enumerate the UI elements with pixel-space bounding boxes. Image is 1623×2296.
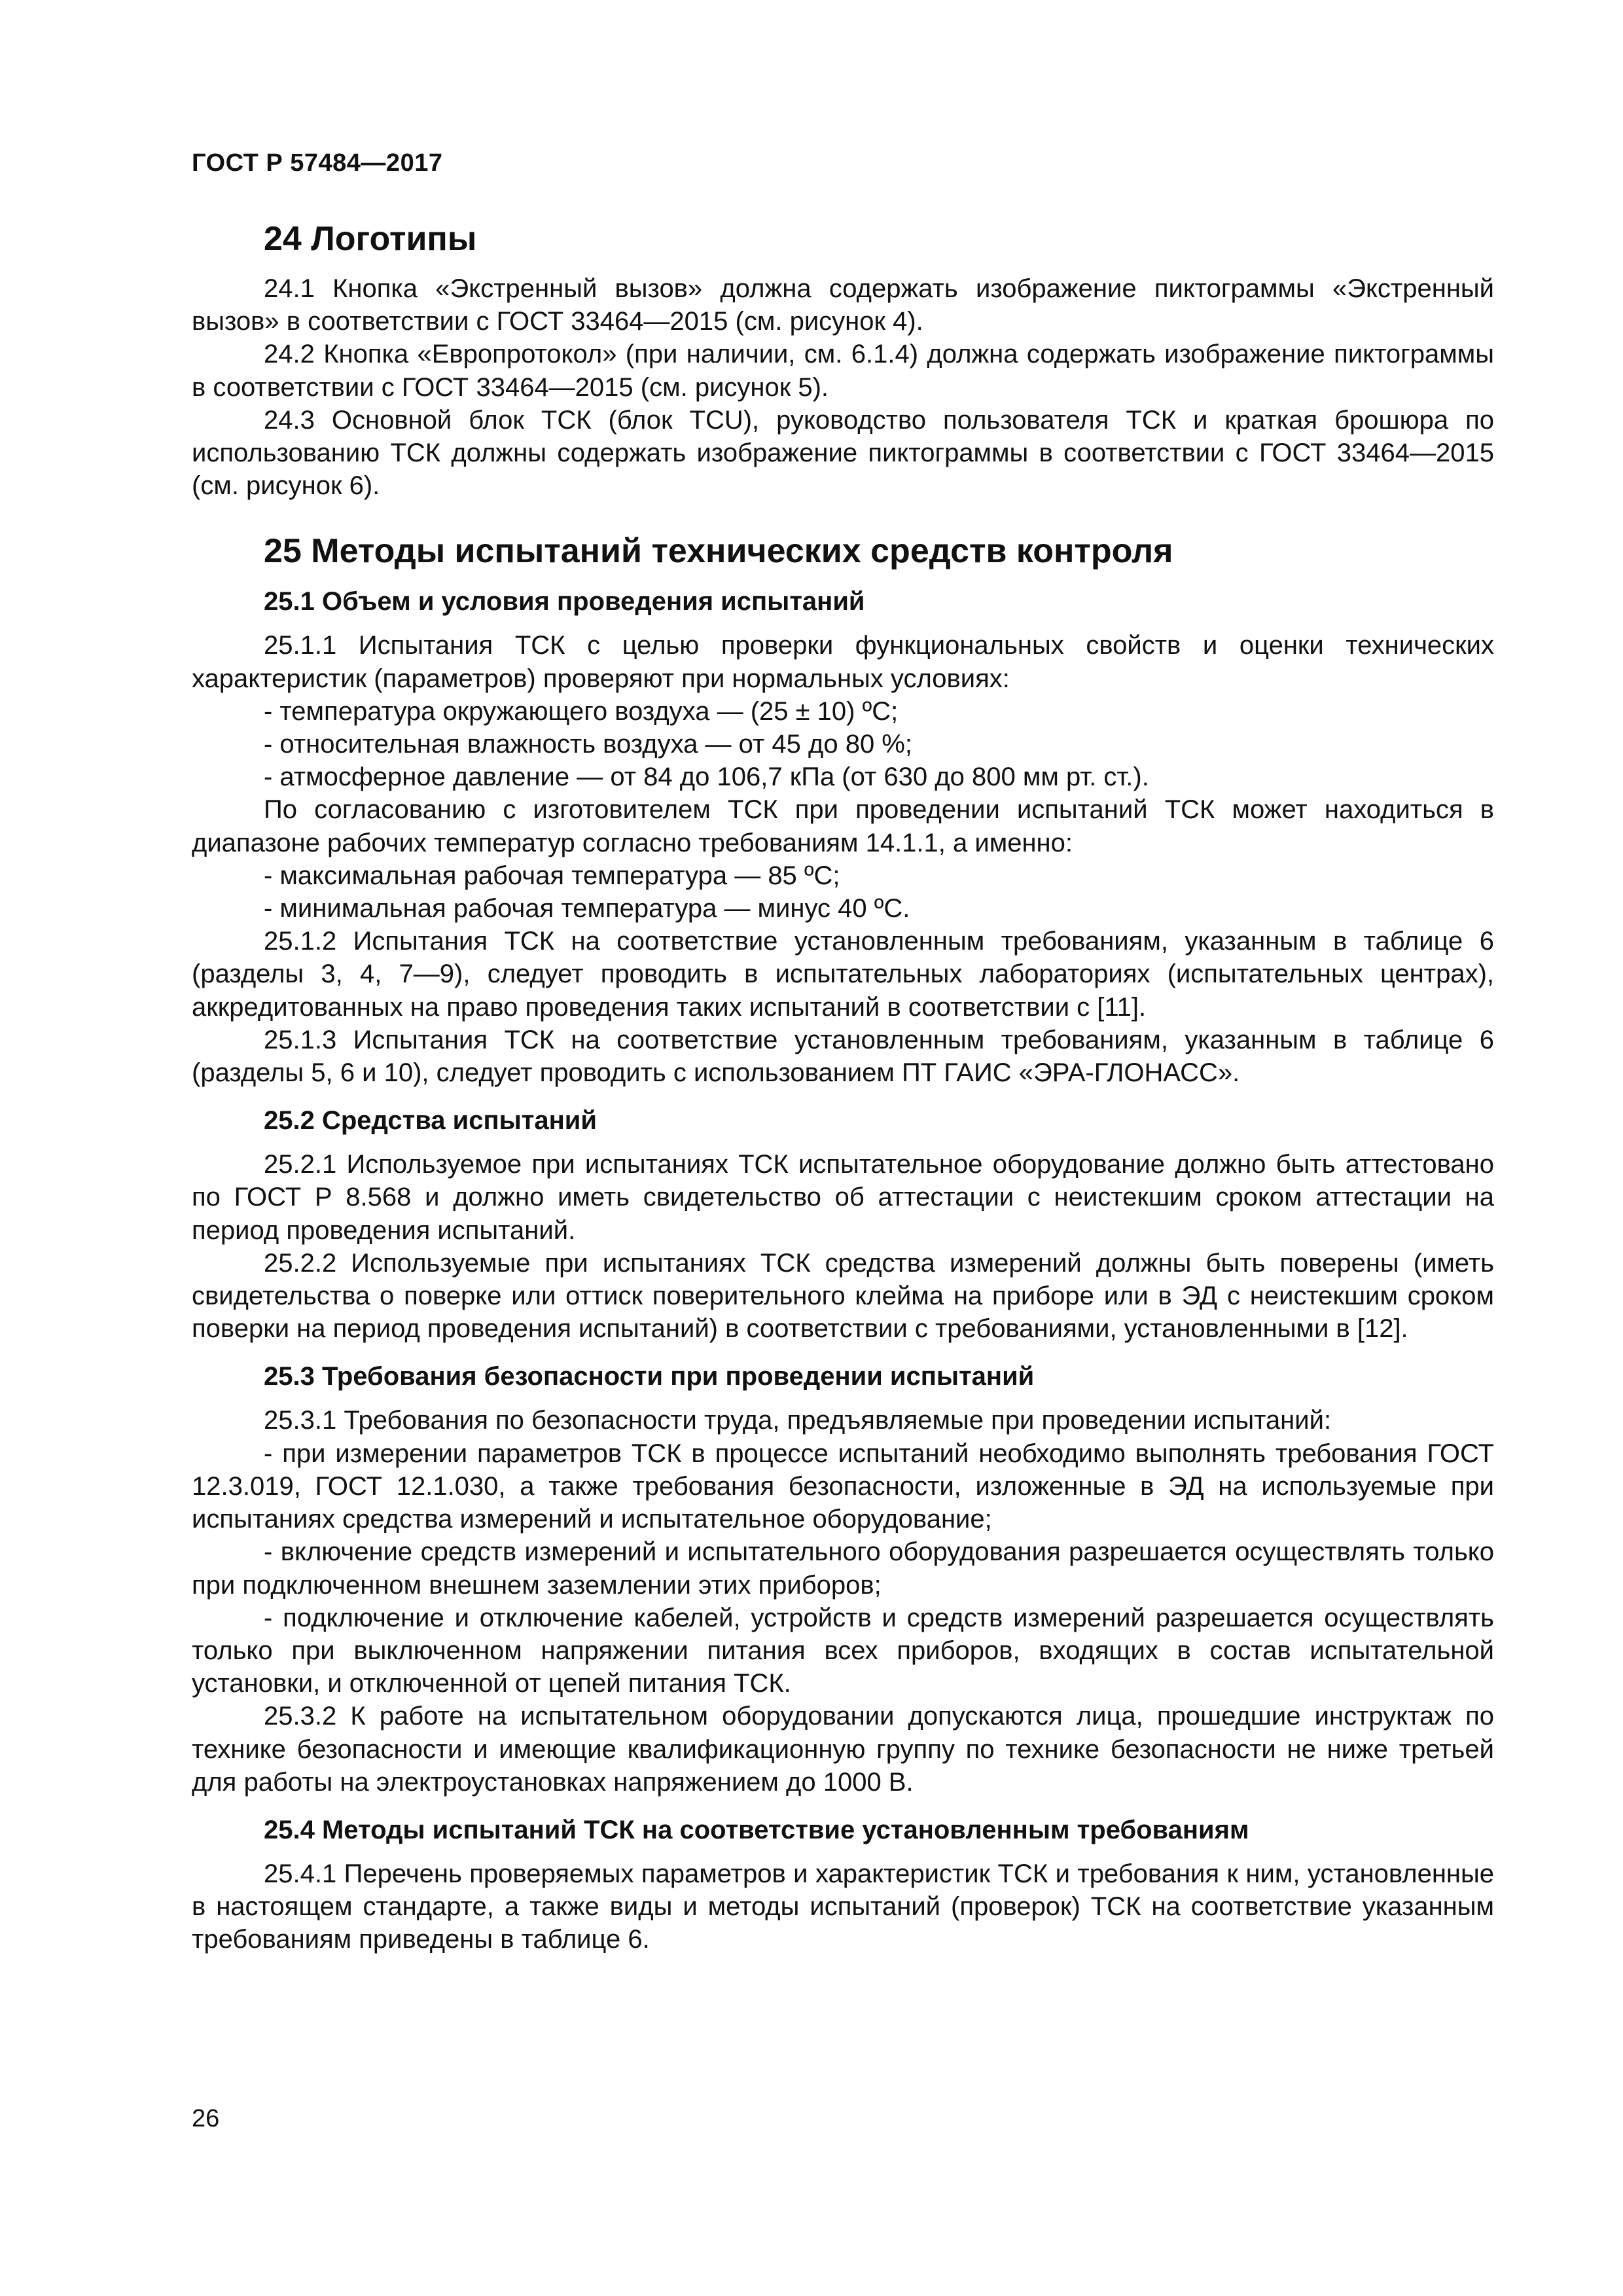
paragraph-25-3-2: 25.3.2 К работе на испытательном оборудовании допускаются лица, прошедшие инструктаж по технике безопасности и имеющие квалификационную группу по технике безопасности не ниже третьей для работы на электроустановках напряжением до 1000 В. (192, 1702, 1494, 1797)
paragraph-24-2: 24.2 Кнопка «Европротокол» (при наличии, см. 6.1.4) должна содержать изображение пиктограммы в соответствии с ГОСТ 33464—2015 (см. рисунок 5). (192, 340, 1494, 402)
subsection-25-4-title: 25.4 Методы испытаний ТСК на соответствие установленным требованиям (264, 1815, 1249, 1844)
subsection-25-2-title: 25.2 Средства испытаний (264, 1106, 597, 1136)
paragraph-24-3: 24.3 Основной блок ТСК (блок TCU), руководство пользователя ТСК и краткая брошюра по использованию ТСК должны содержать изображение пиктограммы в соответствии с ГОСТ 33464—2015 (см. рисунок 6). (192, 405, 1494, 501)
list-item: - максимальная рабочая температура — 85 ºС; (264, 861, 840, 890)
document-header: ГОСТ Р 57484—2017 (192, 149, 443, 177)
paragraph-25-3-item-2: - включение средств измерений и испытательного оборудования разрешается осуществлять только при подключенном внешнем заземлении этих приборов; (192, 1537, 1494, 1600)
section-25-title: 25 Методы испытаний технических средств контроля (264, 532, 1173, 571)
paragraph-25-2-1: 25.2.1 Используемое при испытаниях ТСК испытательное оборудование должно быть аттестовано по ГОСТ Р 8.568 и должно иметь свидетельство об аттестации с неистекшим сроком аттестации на период проведения испытаний. (192, 1150, 1494, 1245)
section-24-title: 24 Логотипы (264, 220, 477, 258)
paragraph-25-1-3: 25.1.3 Испытания ТСК на соответствие установленным требованиям, указанным в таблице 6 (разделы 5, 6 и 10), следует проводить с использованием ПТ ГАИС «ЭРА-ГЛОНАСС». (192, 1025, 1494, 1088)
paragraph-25-4-1: 25.4.1 Перечень проверяемых параметров и характеристик ТСК и требования к ним, установленные в настоящем стандарте, а также виды и методы испытаний (проверок) ТСК на соответствие указанным требованиям приведены в таблице 6. (192, 1859, 1494, 1954)
paragraph-25-3-1: 25.3.1 Требования по безопасности труда, предъявляемые при проведении испытаний: (264, 1406, 1332, 1435)
list-item: - относительная влажность воздуха — от 45 до 80 %; (264, 730, 912, 759)
paragraph-25-2-2: 25.2.2 Используемые при испытаниях ТСК средства измерений должны быть поверены (иметь свидетельства о поверке или оттиск поверительного клейма на приборе или в ЭД с неистекшим сроком поверки на период проведения испытаний) в соответствии с требованиями, установленными в [12]. (192, 1248, 1494, 1344)
list-item: - минимальная рабочая температура — минус 40 ºС. (264, 894, 910, 924)
paragraph-25-1-2: 25.1.2 Испытания ТСК на соответствие установленным требованиям, указанным в таблице 6 (разделы 3, 4, 7—9), следует проводить в испытательных лабораториях (испытательных центрах), аккредитованных на право проведения таких испытаний в соответствии с [11]. (192, 927, 1494, 1022)
paragraph-25-1-agreement: По согласованию с изготовителем ТСК при проведении испытаний ТСК может находиться в диапазоне рабочих температур согласно требованиям 14.1.1, а именно: (192, 795, 1494, 857)
page-number: 26 (192, 2105, 220, 2132)
document-body (192, 216, 1494, 1956)
subsection-25-3-title: 25.3 Требования безопасности при проведении испытаний (264, 1362, 1035, 1391)
paragraph-25-3-item-1: - при измерении параметров ТСК в процессе испытаний необходимо выполнять требования ГОСТ 12.3.019, ГОСТ 12.1.030, а также требования безопасности, изложенные в ЭД на используемые при испытаниях средства измерений и испытательное оборудование; (192, 1439, 1494, 1534)
list-item: - температура окружающего воздуха — (25 ± 10) ºС; (264, 696, 899, 726)
paragraph-25-1-1: 25.1.1 Испытания ТСК с целью проверки функциональных свойств и оценки технических характеристик (параметров) проверяют при нормальных условиях: (192, 631, 1494, 693)
list-item: - атмосферное давление — от 84 до 106,7 кПа (от 630 до 800 мм рт. ст.). (264, 762, 1149, 792)
paragraph-24-1: 24.1 Кнопка «Экстренный вызов» должна содержать изображение пиктограммы «Экстренный вызов» в соответствии с ГОСТ 33464—2015 (см. рисунок 4). (192, 274, 1494, 336)
paragraph-25-3-item-3: - подключение и отключение кабелей, устройств и средств измерений разрешается осуществлять только при выключенном напряжении питания всех приборов, входящих в состав испытательной установки, и отключенной от цепей питания ТСК. (192, 1603, 1494, 1698)
subsection-25-1-title: 25.1 Объем и условия проведения испытаний (264, 587, 865, 617)
